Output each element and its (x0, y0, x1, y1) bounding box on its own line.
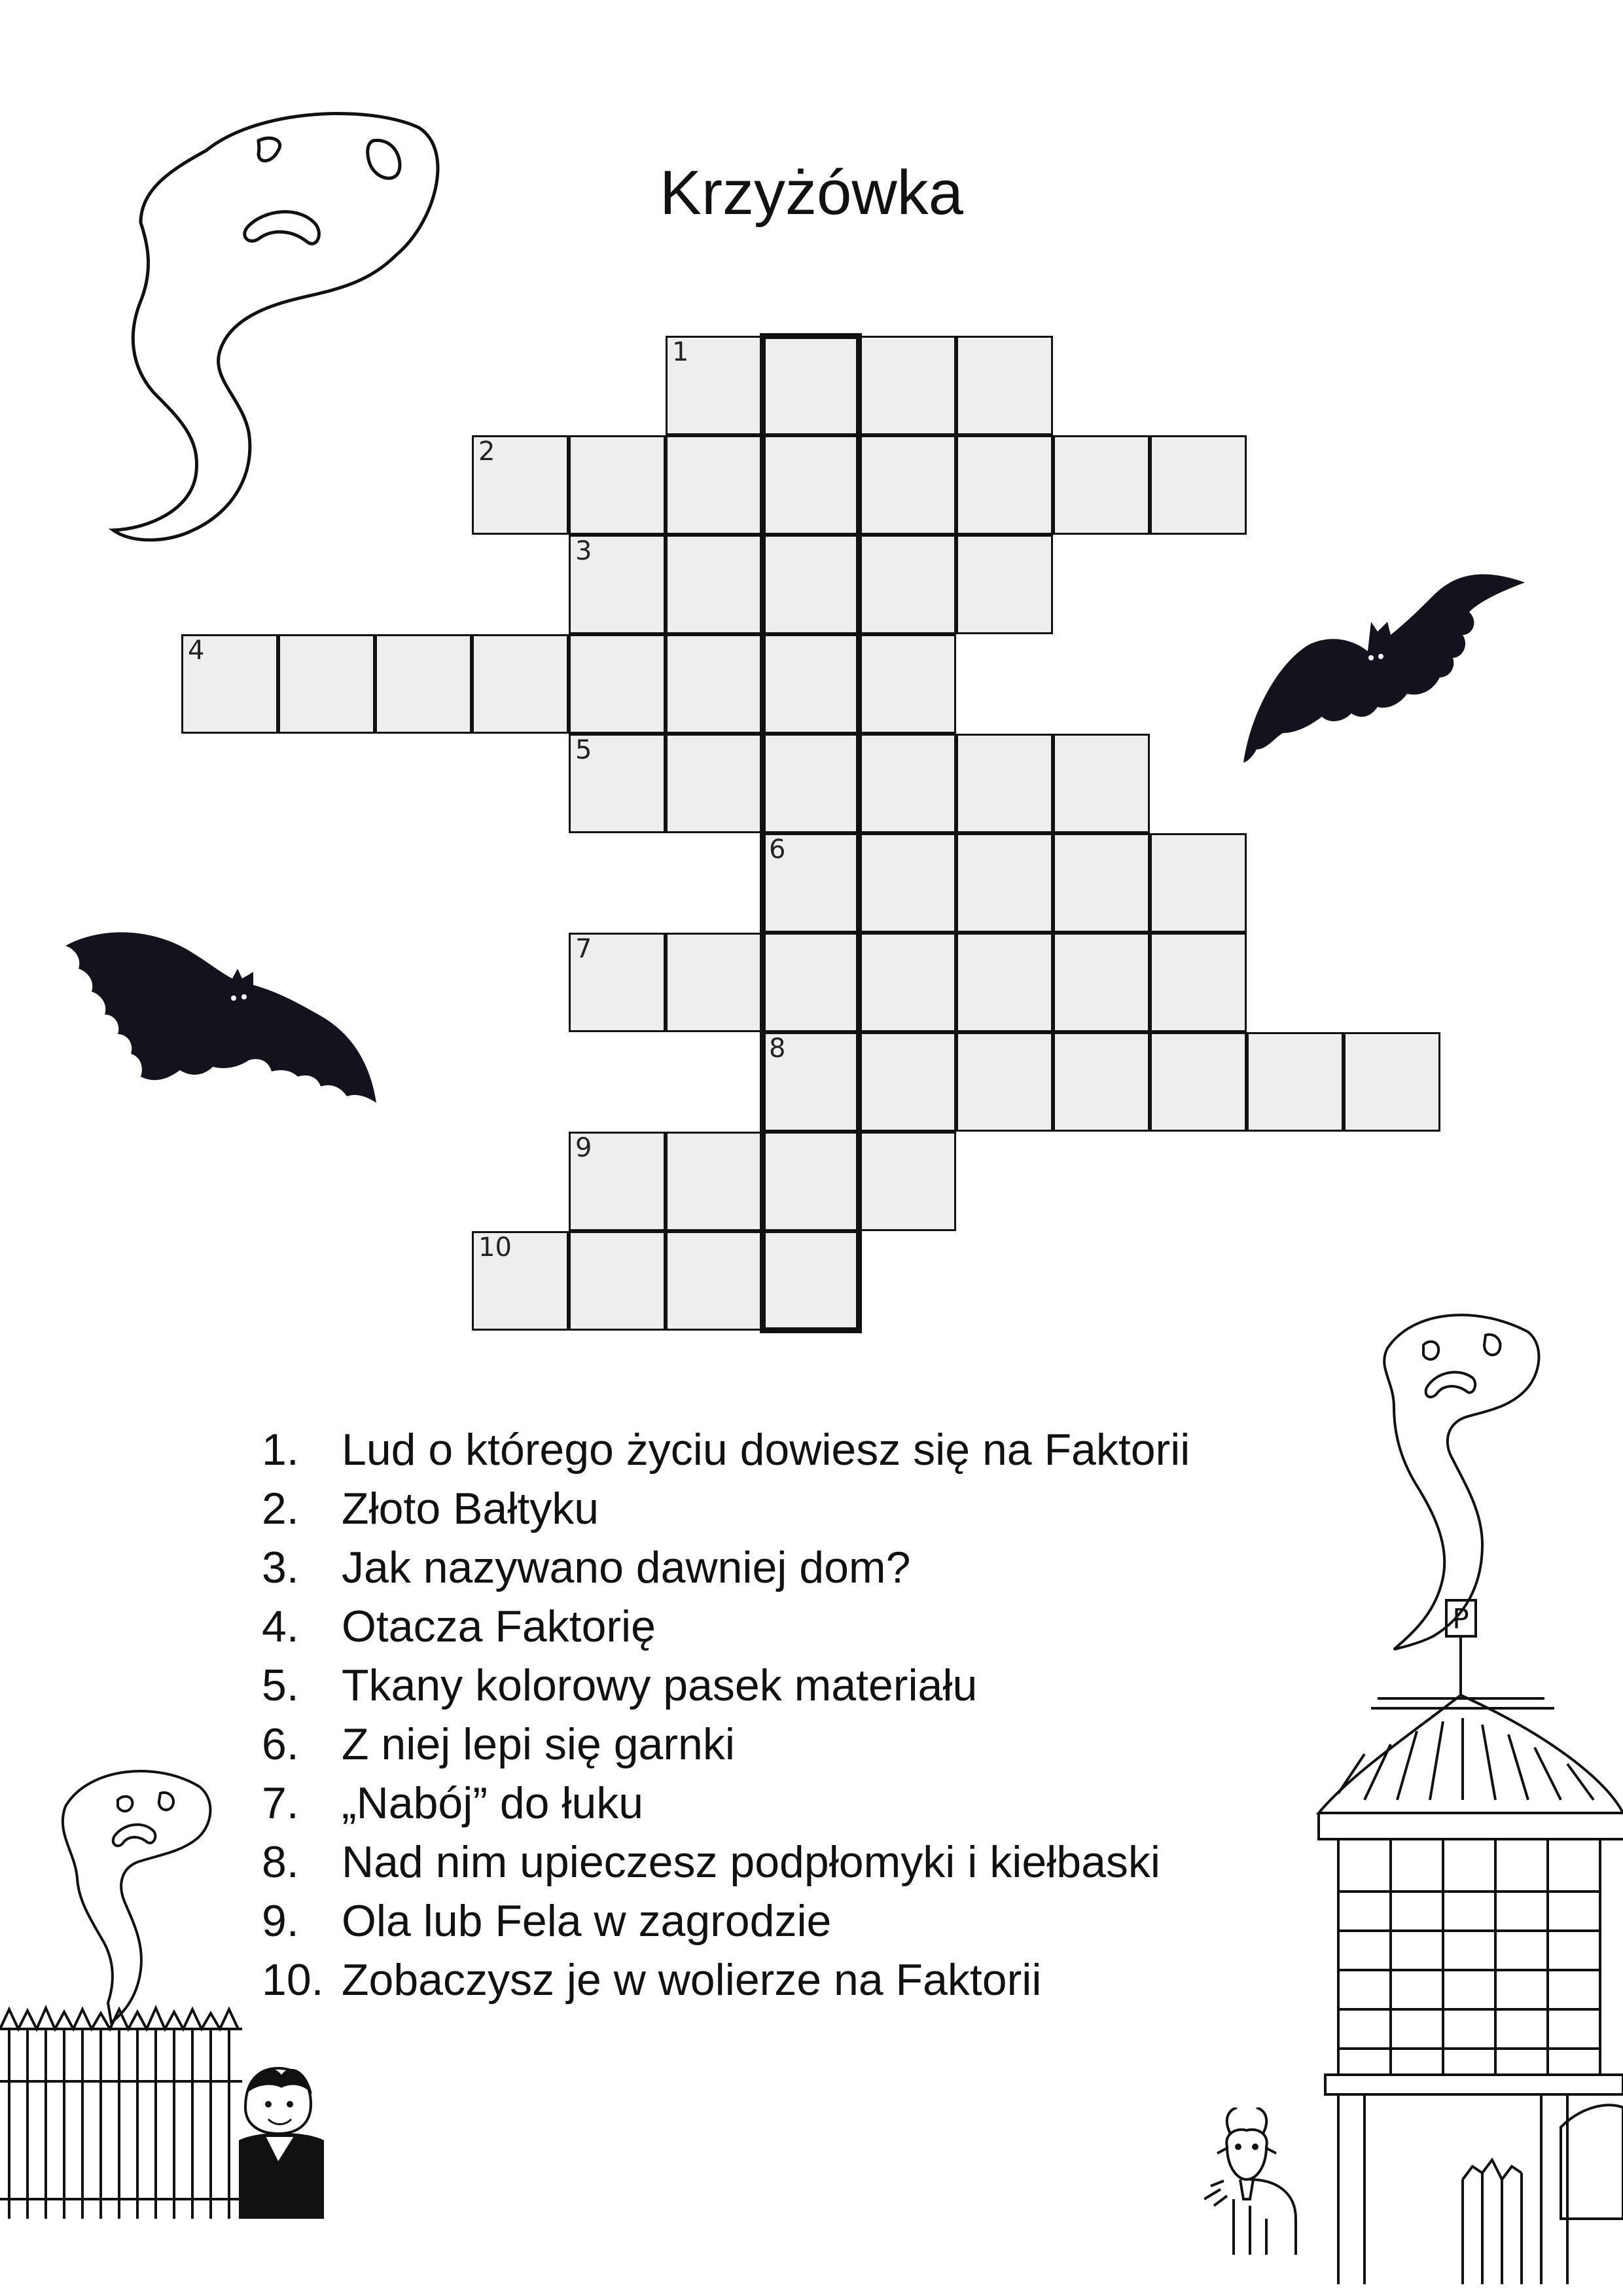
crossword-cell[interactable] (1247, 1032, 1344, 1132)
crossword-cell[interactable] (859, 734, 956, 833)
crossword-cell[interactable] (956, 435, 1053, 535)
clue-number: 8 (769, 1033, 786, 1064)
crossword-cell[interactable] (762, 435, 859, 535)
crossword-cell[interactable] (472, 1231, 569, 1331)
crossword-cell[interactable] (1053, 933, 1150, 1032)
crossword-cell[interactable] (569, 535, 666, 634)
crossword-cell[interactable] (1053, 734, 1150, 833)
crossword-cell[interactable] (569, 435, 666, 535)
clue-number: 5 (575, 735, 592, 765)
bat-illustration (62, 920, 383, 1116)
clue-item: 8. Nad nim upieczesz podpłomyki i kiełbaski (262, 1837, 1160, 1887)
clue-item: 5. Tkany kolorowy pasek materiału (262, 1660, 978, 1710)
crossword-cell[interactable] (762, 734, 859, 833)
crossword-cell[interactable] (472, 634, 569, 734)
crossword-cell[interactable] (762, 1032, 859, 1132)
goat-illustration (1204, 2108, 1302, 2258)
crossword-cell[interactable] (956, 1032, 1053, 1132)
clue-number: 7 (575, 934, 592, 964)
crossword-cell[interactable] (762, 535, 859, 634)
crossword-cell[interactable] (859, 435, 956, 535)
crossword-cell[interactable] (666, 634, 762, 734)
crossword-cell[interactable] (956, 535, 1053, 634)
clue-item: 4. Otacza Faktorię (262, 1602, 656, 1651)
clue-number: 3 (575, 536, 592, 566)
crossword-cell[interactable] (762, 1231, 859, 1331)
page-title: Krzyżówka (659, 158, 964, 228)
clue-number: 9 (575, 1133, 592, 1163)
crossword-cell[interactable] (666, 336, 762, 435)
hut-illustration (1266, 1590, 1623, 2296)
ghost-illustration (62, 92, 455, 550)
crossword-cell[interactable] (1053, 1032, 1150, 1132)
crossword-cell[interactable] (1150, 933, 1247, 1032)
hut-sign-label: P (1452, 1603, 1469, 1635)
crossword-cell[interactable] (956, 933, 1053, 1032)
crossword-cell[interactable] (859, 1132, 956, 1231)
crossword-cell[interactable] (1053, 833, 1150, 933)
crossword-cell[interactable] (762, 634, 859, 734)
crossword-cell[interactable] (1150, 435, 1247, 535)
crossword-cell[interactable] (666, 1132, 762, 1231)
crossword-cell[interactable] (956, 734, 1053, 833)
crossword-cell[interactable] (569, 734, 666, 833)
crossword-cell[interactable] (375, 634, 472, 734)
clue-number: 2 (478, 437, 495, 467)
fence-illustration (0, 2003, 242, 2225)
crossword-cell[interactable] (569, 1132, 666, 1231)
crossword-cell[interactable] (666, 734, 762, 833)
crossword-cell[interactable] (859, 1032, 956, 1132)
crossword-cell[interactable] (956, 336, 1053, 435)
crossword-cell[interactable] (859, 933, 956, 1032)
clue-number: 1 (672, 337, 689, 367)
clue-number: 6 (769, 834, 786, 865)
crossword-cell[interactable] (569, 1231, 666, 1331)
crossword-cell[interactable] (859, 833, 956, 933)
bat-illustration (1237, 560, 1531, 769)
clue-item: 2. Złoto Bałtyku (262, 1484, 599, 1534)
clue-item: 6. Z niej lepi się garnki (262, 1719, 735, 1769)
crossword-cell[interactable] (278, 634, 375, 734)
crossword-cell[interactable] (666, 535, 762, 634)
crossword-cell[interactable] (472, 435, 569, 535)
crossword-cell[interactable] (762, 833, 859, 933)
crossword-cell[interactable] (1150, 833, 1247, 933)
vampire-illustration (232, 2042, 330, 2225)
crossword-cell[interactable] (956, 833, 1053, 933)
crossword-cell[interactable] (859, 535, 956, 634)
clue-item: 3. Jak nazywano dawniej dom? (262, 1543, 911, 1592)
clue-item: 7. „Nabój” do łuku (262, 1778, 644, 1828)
clue-list (262, 1420, 1190, 2009)
crossword-cell[interactable] (569, 634, 666, 734)
crossword-cell[interactable] (762, 1132, 859, 1231)
clue-item: 9. Ola lub Fela w zagrodzie (262, 1896, 832, 1946)
crossword-cell[interactable] (1053, 435, 1150, 535)
clue-item: 1. Lud o którego życiu dowiesz się na Faktorii (262, 1425, 1190, 1475)
crossword-cell[interactable] (859, 336, 956, 435)
crossword-cell[interactable] (1344, 1032, 1440, 1132)
crossword-cell[interactable] (666, 435, 762, 535)
crossword-cell[interactable] (569, 933, 666, 1032)
crossword-cell[interactable] (859, 634, 956, 734)
crossword-cell[interactable] (1150, 1032, 1247, 1132)
ghost-illustration (52, 1754, 223, 2029)
clue-item: 10. Zobaczysz je w wolierze na Faktorii (262, 1955, 1042, 2005)
clue-number: 10 (478, 1232, 512, 1263)
crossword-cell[interactable] (762, 336, 859, 435)
crossword-cell[interactable] (666, 933, 762, 1032)
crossword-cell[interactable] (181, 634, 278, 734)
crossword-cell[interactable] (762, 933, 859, 1032)
crossword-cell[interactable] (666, 1231, 762, 1331)
clue-number: 4 (188, 636, 205, 666)
